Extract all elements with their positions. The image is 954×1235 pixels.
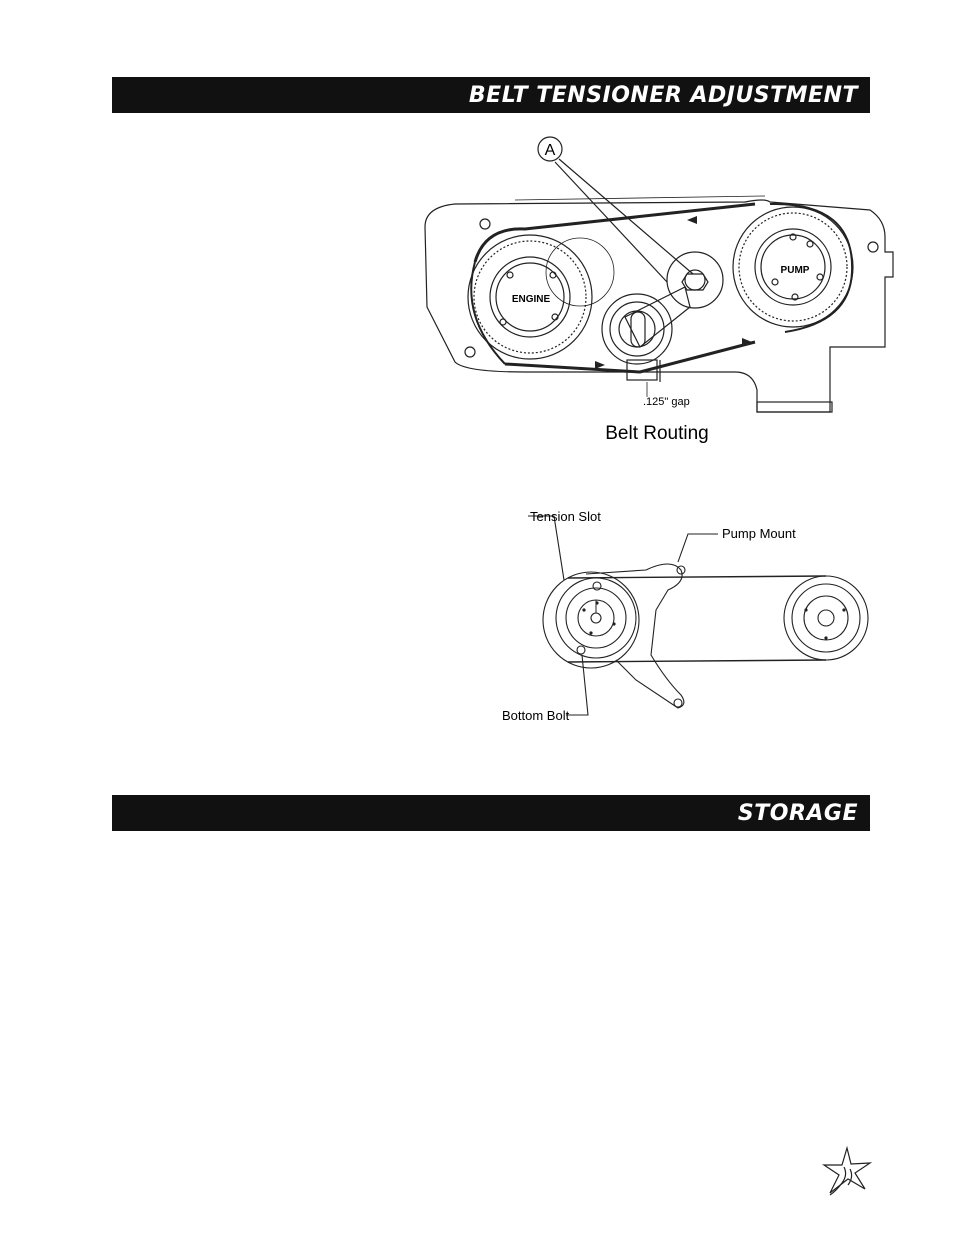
section-header-storage [112,795,870,831]
callout-a-label: A [544,142,556,159]
pump-label: PUMP [780,265,810,276]
engine-label: ENGINE [511,294,551,305]
section-title: BELT TENSIONER ADJUSTMENT [468,82,858,108]
star-logo-icon [820,1145,875,1200]
bottom-bolt-label: Bottom Bolt [502,708,570,723]
belt-routing-diagram [415,132,900,452]
tension-slot-label: Tension Slot [530,509,601,524]
section-header-belt-tensioner [112,77,870,113]
section-title: STORAGE [737,800,858,826]
gap-label: .125" gap [643,396,690,408]
pump-mount-label: Pump Mount [722,526,796,541]
figure-caption: Belt Routing [605,423,709,444]
tension-slot-diagram [496,500,876,730]
